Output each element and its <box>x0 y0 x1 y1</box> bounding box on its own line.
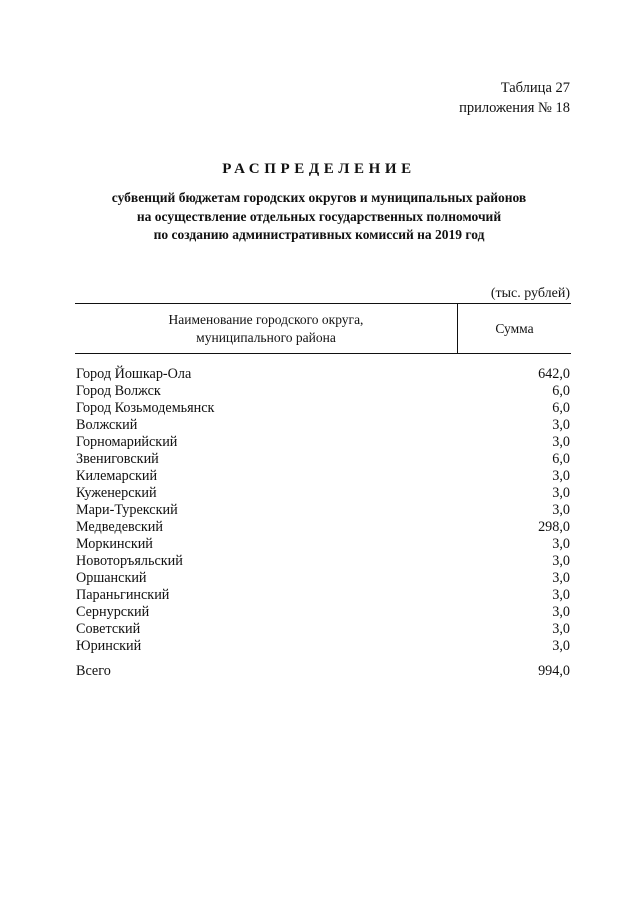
table-header <box>75 303 571 354</box>
row-sum: 3,0 <box>552 587 570 603</box>
table-body <box>76 366 570 655</box>
row-name: Килемарский <box>76 468 158 484</box>
row-name: Мари-Турекский <box>76 502 178 518</box>
row-sum: 6,0 <box>552 383 570 399</box>
row-sum: 3,0 <box>552 604 570 620</box>
row-name: Звениговский <box>76 451 159 467</box>
column-header-name-line-2: муниципального района <box>196 329 336 345</box>
subtitle-line-3: по созданию административных комиссий на 2019 год <box>153 227 485 242</box>
table-total-row <box>76 663 570 680</box>
row-name: Параньгинский <box>76 587 170 603</box>
row-name: Город Козьмодемьянск <box>76 400 215 416</box>
document-subtitle <box>0 189 638 245</box>
table-row <box>76 621 570 638</box>
row-sum: 3,0 <box>552 434 570 450</box>
units-label: (тыс. рублей) <box>490 286 570 301</box>
table-row <box>76 400 570 417</box>
table-row <box>76 536 570 553</box>
document-title: РАСПРЕДЕЛЕНИЕ <box>222 161 416 177</box>
row-name: Город Йошкар-Ола <box>76 366 192 382</box>
table-row <box>76 638 570 655</box>
row-sum: 3,0 <box>552 553 570 569</box>
row-name: Оршанский <box>76 570 147 586</box>
row-sum: 6,0 <box>552 400 570 416</box>
row-sum: 3,0 <box>552 570 570 586</box>
row-sum: 3,0 <box>552 468 570 484</box>
table-row <box>76 451 570 468</box>
row-name: Горномарийский <box>76 434 178 450</box>
table-row <box>76 570 570 587</box>
row-name: Советский <box>76 621 141 637</box>
total-label: Всего <box>76 663 111 679</box>
row-name: Сернурский <box>76 604 150 620</box>
row-name: Моркинский <box>76 536 153 552</box>
table-row <box>76 434 570 451</box>
table-row <box>76 417 570 434</box>
column-header-name-line-1: Наименование городского округа, <box>168 311 364 327</box>
row-sum: 3,0 <box>552 502 570 518</box>
table-row <box>76 383 570 400</box>
column-header-name <box>75 304 458 353</box>
row-sum: 6,0 <box>552 451 570 467</box>
row-sum: 3,0 <box>552 621 570 637</box>
subtitle-line-2: на осуществление отдельных государственных полномочий <box>136 208 502 224</box>
row-sum: 298,0 <box>538 519 570 535</box>
row-name: Медведевский <box>76 519 163 535</box>
appendix-number: приложения № 18 <box>459 100 570 116</box>
table-row <box>76 553 570 570</box>
row-sum: 3,0 <box>552 536 570 552</box>
table-row <box>76 502 570 519</box>
table-row <box>76 587 570 604</box>
column-header-sum: Сумма <box>495 320 534 336</box>
table-row <box>76 519 570 536</box>
row-sum: 3,0 <box>552 417 570 433</box>
table-row <box>76 366 570 383</box>
table-number: Таблица 27 <box>500 80 570 96</box>
row-name: Новоторъяльский <box>76 553 183 569</box>
total-sum: 994,0 <box>538 663 570 679</box>
row-name: Куженерский <box>76 485 157 501</box>
table-row <box>76 604 570 621</box>
table-row <box>76 485 570 502</box>
row-name: Юринский <box>76 638 142 654</box>
subtitle-line-1: субвенций бюджетам городских округов и муниципальных районов <box>111 190 527 205</box>
row-sum: 642,0 <box>538 366 570 382</box>
table-reference <box>459 78 570 118</box>
row-sum: 3,0 <box>552 485 570 501</box>
row-sum: 3,0 <box>552 638 570 654</box>
row-name: Волжский <box>76 417 138 433</box>
row-name: Город Волжск <box>76 383 161 399</box>
table-row <box>76 468 570 485</box>
